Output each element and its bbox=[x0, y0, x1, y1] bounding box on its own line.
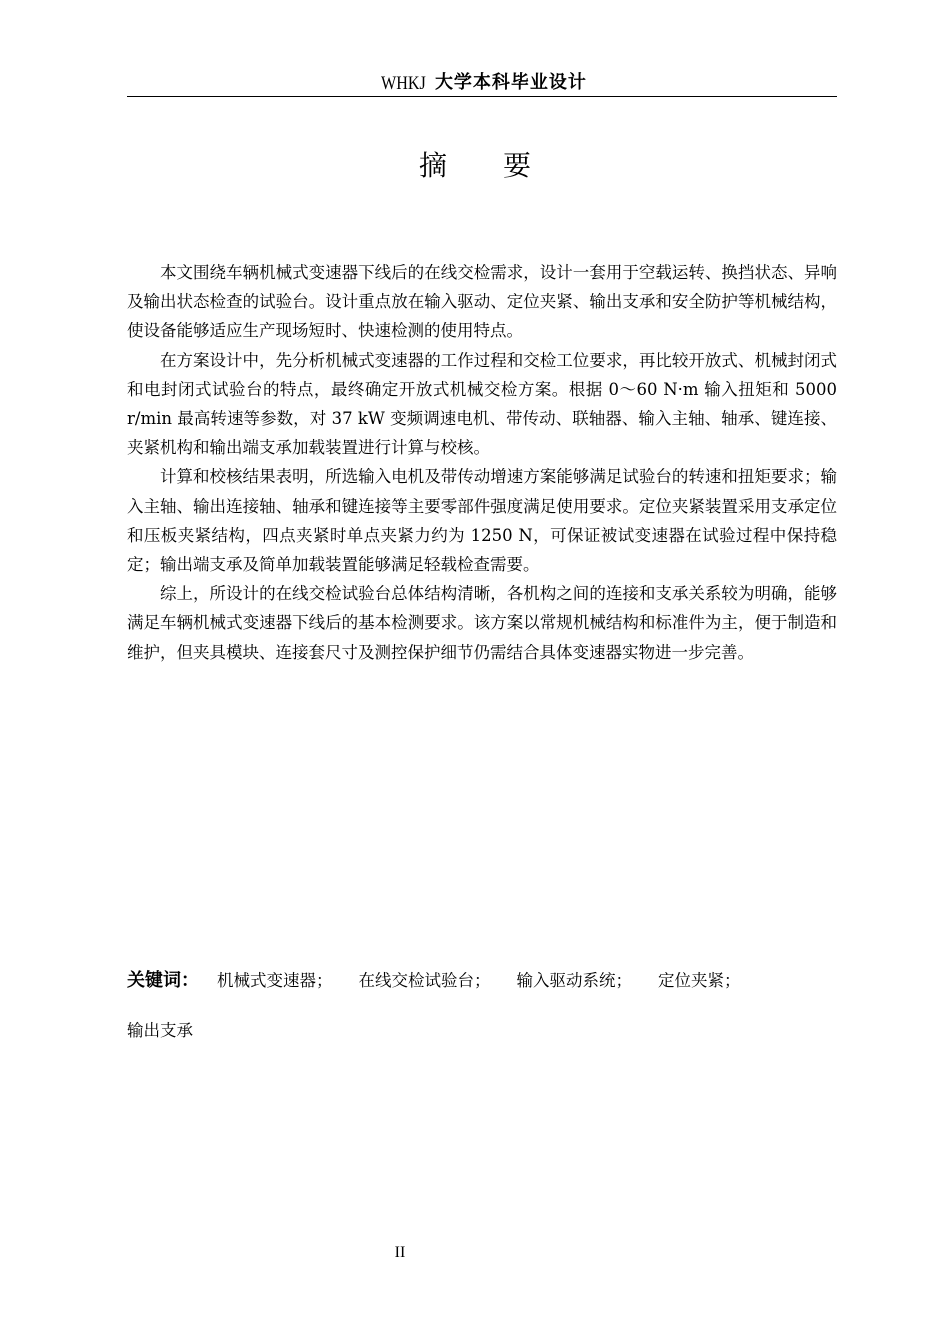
page-header bbox=[127, 70, 837, 97]
abstract-body bbox=[127, 258, 837, 667]
keyword-item: 定位夹紧； bbox=[658, 971, 741, 990]
keywords-label: 关键词： bbox=[127, 970, 199, 991]
keyword-item: 在线交检试验台； bbox=[358, 971, 491, 990]
keywords-section bbox=[127, 956, 837, 1056]
keyword-item: 输出支承 bbox=[127, 1021, 193, 1040]
paragraph: 综上，所设计的在线交检试验台总体结构清晰，各机构之间的连接和支承关系较为明确，能够满足车辆机械式变速器下线后的基本检测要求。该方案以常规机械结构和标准件为主，便于制造和维护，但夹具模块、连接套尺寸及测控保护细节仍需结合具体变速器实物进一步完善。 bbox=[127, 584, 837, 662]
abstract-title: 摘要 bbox=[418, 149, 587, 182]
paragraph: 本文围绕车辆机械式变速器下线后的在线交检需求，设计一套用于空载运转、换挡状态、异响及输出状态检查的试验台。设计重点放在输入驱动、定位夹紧、输出支承和安全防护等机械结构，使设备能够适应生产现场短时、快速检测的使用特点。 bbox=[127, 263, 837, 341]
page-number: II bbox=[394, 1244, 406, 1261]
keyword-item: 机械式变速器； bbox=[217, 971, 333, 990]
header-code: WHKJ bbox=[381, 73, 426, 94]
paragraph: 计算和校核结果表明，所选输入电机及带传动增速方案能够满足试验台的转速和扭矩要求；输入主轴、输出连接轴、轴承和键连接等主要零部件强度满足使用要求。定位夹紧装置采用支承定位和压板夹紧结构，四点夹紧时单点夹紧力约为 1250 N，可保证被试变速器在试验过程中保持稳定；输出端支承及简单加载装置能够满足轻载检查需要。 bbox=[127, 467, 837, 575]
header-title: 大学本科毕业设计 bbox=[434, 72, 587, 93]
paragraph: 在方案设计中，先分析机械式变速器的工作过程和交检工位要求，再比较开放式、机械封闭式和电封闭式试验台的特点，最终确定开放式机械交检方案。根据 0～60 N·m 输入扭矩和 5000 r/min 最高转速等参数，对 37 kW 变频调速电机、带传动、联轴器、输入主轴、轴承、键连接、夹紧机构和输出端支承加载装置进行计算与校核。 bbox=[127, 350, 837, 458]
keyword-item: 输入驱动系统； bbox=[516, 971, 632, 990]
